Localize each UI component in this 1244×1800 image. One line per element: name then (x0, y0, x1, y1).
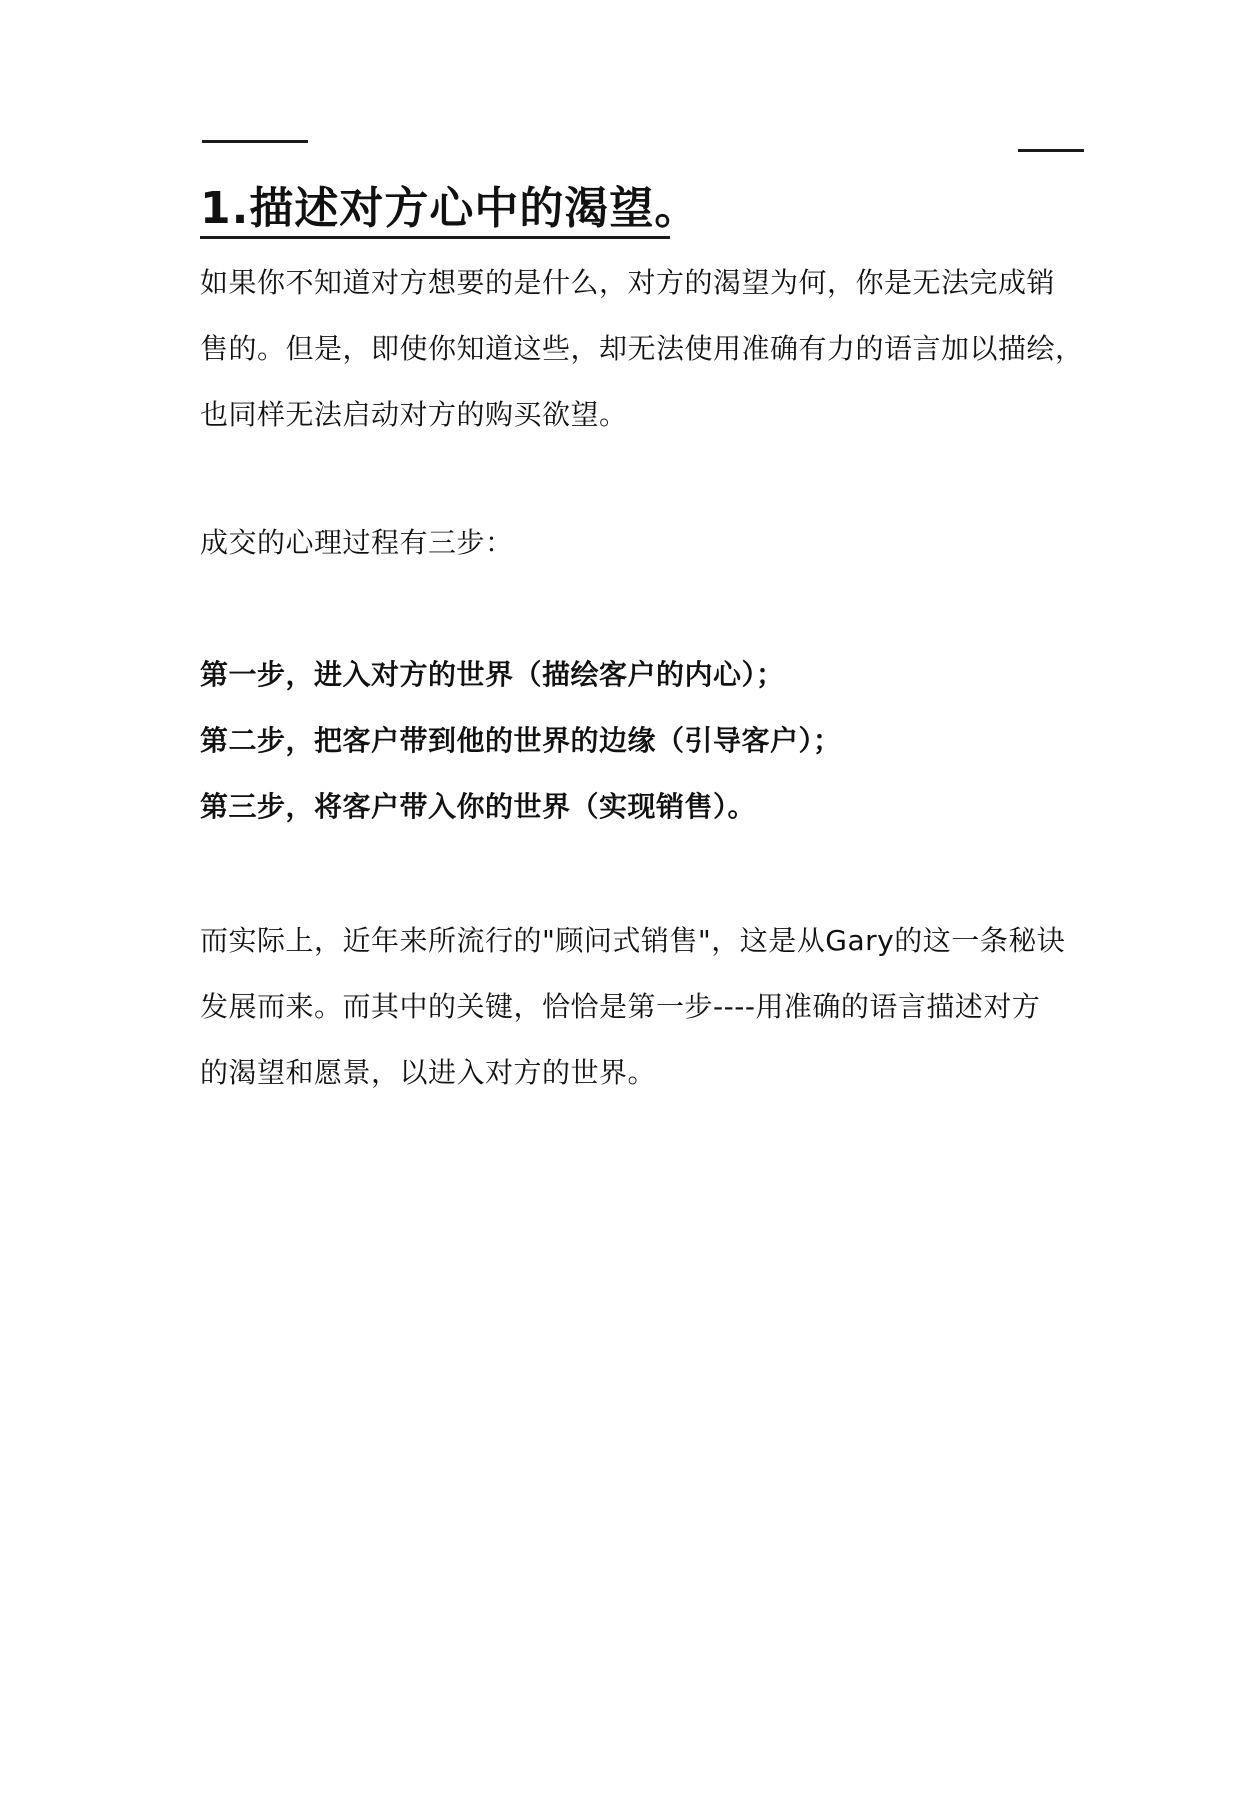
paragraph-line: 发展而来。而其中的关键，恰恰是第一步----用准确的语言描述对方 (200, 990, 1041, 1023)
paragraph-steps-intro (200, 510, 1100, 576)
step-item: 第一步，进入对方的世界（描绘客户的内心）； (200, 658, 785, 691)
paragraph-line: 的渴望和愿景，以进入对方的世界。 (200, 1056, 657, 1089)
paragraph-line: 也同样无法启动对方的购买欲望。 (200, 398, 628, 431)
step-item: 第三步，将客户带入你的世界（实现销售）。 (200, 790, 757, 823)
paragraph-line: 成交的心理过程有三步： (200, 526, 514, 559)
steps-list (200, 642, 1100, 840)
header-rule-right (1018, 149, 1084, 152)
paragraph-line: 售的。但是，即使你知道这些，却无法使用准确有力的语言加以描绘， (200, 332, 1084, 365)
step-item: 第二步，把客户带到他的世界的边缘（引导客户）； (200, 724, 842, 757)
section-heading: 1.描述对方心中的渴望。 (200, 183, 700, 234)
paragraph-intro (200, 250, 1100, 448)
paragraph-line: 而实际上，近年来所流行的"顾问式销售"，这是从Gary的这一条秘诀 (200, 924, 1066, 957)
paragraph-line: 如果你不知道对方想要的是什么，对方的渴望为何，你是无法完成销 (200, 266, 1056, 299)
header-rule-left (202, 140, 308, 143)
paragraph-conclusion (200, 908, 1100, 1106)
heading-underline (200, 236, 670, 239)
